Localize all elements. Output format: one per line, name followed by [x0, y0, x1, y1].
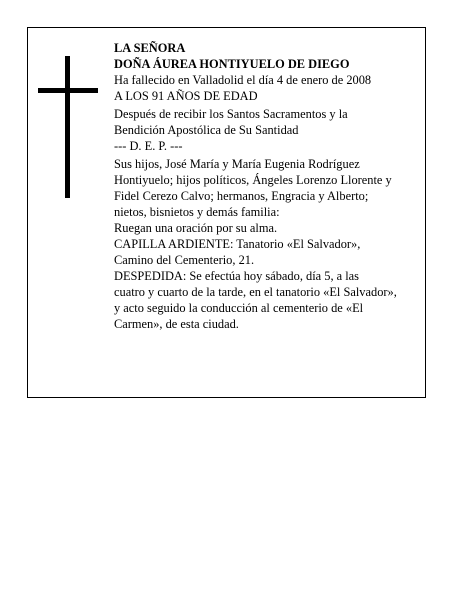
cross-vertical-bar	[65, 56, 70, 198]
sacraments-line-2: Bendición Apostólica de Su Santidad	[114, 123, 299, 137]
obituary-text	[114, 40, 426, 332]
honorific: LA SEÑORA	[114, 41, 186, 55]
family-line-3: Fidel Cerezo Calvo; hermanos, Engracia y Alberto;	[114, 189, 369, 203]
family-line-1: Sus hijos, José María y María Eugenia Rodríguez	[114, 157, 360, 171]
cross-icon	[38, 56, 98, 198]
chapel-line-2: Camino del Cementerio, 21.	[114, 253, 255, 267]
age-line: A LOS 91 AÑOS DE EDAD	[114, 89, 258, 103]
family-line-4: nietos, bisnietos y demás familia:	[114, 205, 280, 219]
farewell-line-2: cuatro y cuarto de la tarde, en el tanatorio «El Salvador»,	[114, 285, 397, 299]
farewell-line-1: DESPEDIDA: Se efectúa hoy sábado, día 5, a las	[114, 269, 359, 283]
rip-line: --- D. E. P. ---	[114, 139, 183, 153]
chapel-line-1: CAPILLA ARDIENTE: Tanatorio «El Salvador»,	[114, 237, 361, 251]
deceased-name: DOÑA ÁUREA HONTIYUELO DE DIEGO	[114, 57, 350, 71]
death-announcement: Ha fallecido en Valladolid el día 4 de enero de 2008	[114, 73, 372, 87]
farewell-line-3: y acto seguido la conducción al cementerio de «El	[114, 301, 364, 315]
sacraments-line-1: Después de recibir los Santos Sacramentos y la	[114, 107, 348, 121]
farewell-line-4: Carmen», de esta ciudad.	[114, 317, 239, 331]
prayer-request: Ruegan una oración por su alma.	[114, 221, 278, 235]
obituary-notice	[27, 27, 426, 398]
cross-horizontal-bar	[38, 88, 98, 93]
family-line-2: Hontiyuelo; hijos políticos, Ángeles Lorenzo Llorente y	[114, 173, 392, 187]
